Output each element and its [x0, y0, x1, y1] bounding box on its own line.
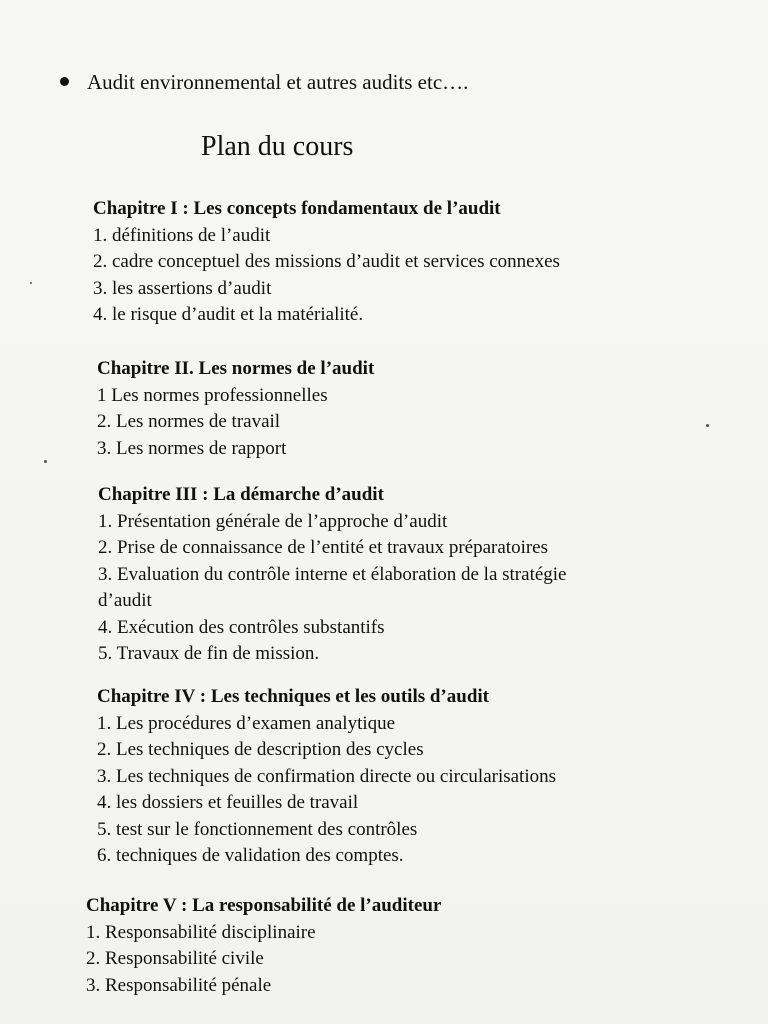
chapter-item: 3. Les techniques de confirmation directe ou circularisations: [97, 765, 557, 787]
chapter-item: 4. les dossiers et feuilles de travail: [97, 792, 359, 813]
chapter-item: 2. Prise de connaissance de l’entité et travaux préparatoires: [98, 537, 549, 558]
chapter-item: 5. test sur le fonctionnement des contrôles: [97, 818, 418, 840]
chapter-title: Chapitre V : La responsabilité de l’auditeur: [86, 895, 442, 916]
chapter-title: Chapitre I : Les concepts fondamentaux de l’audit: [93, 198, 501, 219]
chapter-item: 1. Responsabilité disciplinaire: [86, 921, 316, 943]
chapter-item: 2. Les normes de travail: [97, 411, 281, 432]
chapter-item: 2. Responsabilité civile: [86, 948, 264, 969]
scan-speck: [44, 460, 47, 463]
chapter-item: 1. Présentation générale de l’approche d’audit: [98, 510, 448, 532]
chapter-4: [97, 684, 556, 870]
chapter-item: d’audit: [98, 590, 152, 611]
bullet-icon: [60, 77, 69, 86]
chapter-item: 4. Exécution des contrôles substantifs: [98, 616, 385, 638]
chapter-item: 3. Evaluation du contrôle interne et élaboration de la stratégie: [98, 563, 567, 585]
chapter-item: 2. Les techniques de description des cycles: [97, 739, 424, 760]
chapter-item: 2. cadre conceptuel des missions d’audit et services connexes: [93, 251, 560, 272]
chapter-item: 1. Les procédures d’examen analytique: [97, 712, 396, 734]
chapter-item: 6. techniques de validation des comptes.: [97, 845, 404, 866]
plan-title: Plan du cours: [201, 131, 354, 162]
chapter-item: 3. Les normes de rapport: [97, 437, 287, 459]
scan-speck: [706, 424, 709, 427]
chapter-item: 1 Les normes professionnelles: [97, 384, 328, 406]
intro-bullet-item: [60, 68, 468, 96]
intro-bullet-text: Audit environnemental et autres audits etc….: [87, 70, 469, 94]
chapter-title: Chapitre II. Les normes de l’audit: [97, 358, 375, 379]
chapter-item: 1. définitions de l’audit: [93, 224, 271, 246]
chapter-item: 3. les assertions d’audit: [93, 277, 272, 299]
chapter-title: Chapitre III : La démarche d’audit: [98, 484, 384, 505]
scan-speck: [30, 282, 32, 284]
chapter-title: Chapitre IV : Les techniques et les outils d’audit: [97, 686, 489, 707]
chapter-1: [93, 196, 560, 329]
chapter-item: 3. Responsabilité pénale: [86, 974, 272, 996]
chapter-item: 4. le risque d’audit et la matérialité.: [93, 304, 364, 325]
chapter-5: [86, 893, 441, 999]
chapter-item: 5. Travaux de fin de mission.: [98, 643, 320, 664]
chapter-3: [98, 482, 567, 668]
chapter-2: [97, 356, 374, 462]
